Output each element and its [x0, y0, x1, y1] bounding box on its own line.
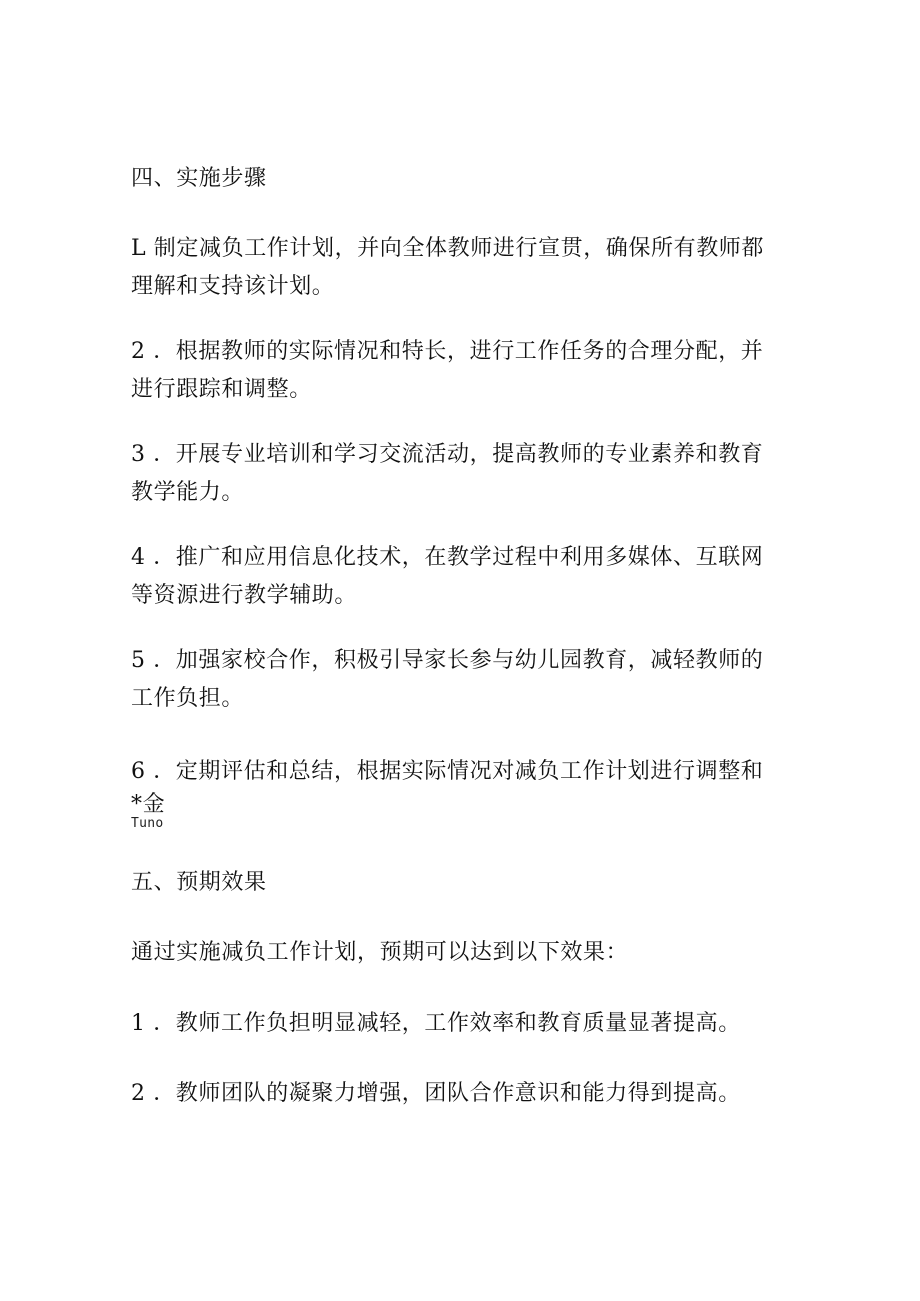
effect-item-1	[131, 1005, 781, 1043]
step-line: 3 ．开展专业培训和学习交流活动，提高教师的专业素养和教育	[131, 442, 764, 467]
step-line: *金	[131, 792, 166, 817]
step-line: 理解和支持该计划。	[131, 274, 335, 299]
effect-item-2	[131, 1075, 781, 1113]
section-intro	[131, 934, 781, 972]
effect-line: 2 ．教师团队的凝聚力增强，团队合作意识和能力得到提高。	[131, 1081, 741, 1106]
step-item-1	[131, 230, 781, 306]
step-line: 教学能力。	[131, 480, 245, 505]
step-line: 2 ．根据教师的实际情况和特长，进行工作任务的合理分配，并	[131, 339, 764, 364]
step-item-4	[131, 539, 781, 615]
step-item-5	[131, 642, 781, 718]
heading-text: 五、预期效果	[131, 870, 267, 895]
step-item-2	[131, 333, 781, 409]
section-heading	[131, 160, 781, 198]
step-line: 工作负担。	[131, 686, 245, 711]
footnote-text: Tuno	[131, 816, 164, 831]
step-line: 4 ．推广和应用信息化技术，在教学过程中利用多媒体、互联网	[131, 545, 764, 570]
step-line: L 制定减负工作计划，并向全体教师进行宣贯，确保所有教师都	[131, 236, 765, 261]
heading-text: 四、实施步骤	[131, 166, 267, 191]
effect-line: 1 ．教师工作负担明显减轻，工作效率和教育质量显著提高。	[131, 1011, 741, 1036]
intro-text: 通过实施减负工作计划，预期可以达到以下效果：	[131, 940, 629, 965]
step-line: 等资源进行教学辅助。	[131, 583, 358, 608]
step-line: 进行跟踪和调整。	[131, 377, 312, 402]
step-line: 5 ．加强家校合作，积极引导家长参与幼儿园教育，减轻教师的	[131, 648, 764, 673]
step-item-3	[131, 436, 781, 512]
section-heading	[131, 864, 781, 902]
step-item-6	[131, 753, 781, 819]
step-line: 6 ．定期评估和总结，根据实际情况对减负工作计划进行调整和	[131, 759, 764, 784]
